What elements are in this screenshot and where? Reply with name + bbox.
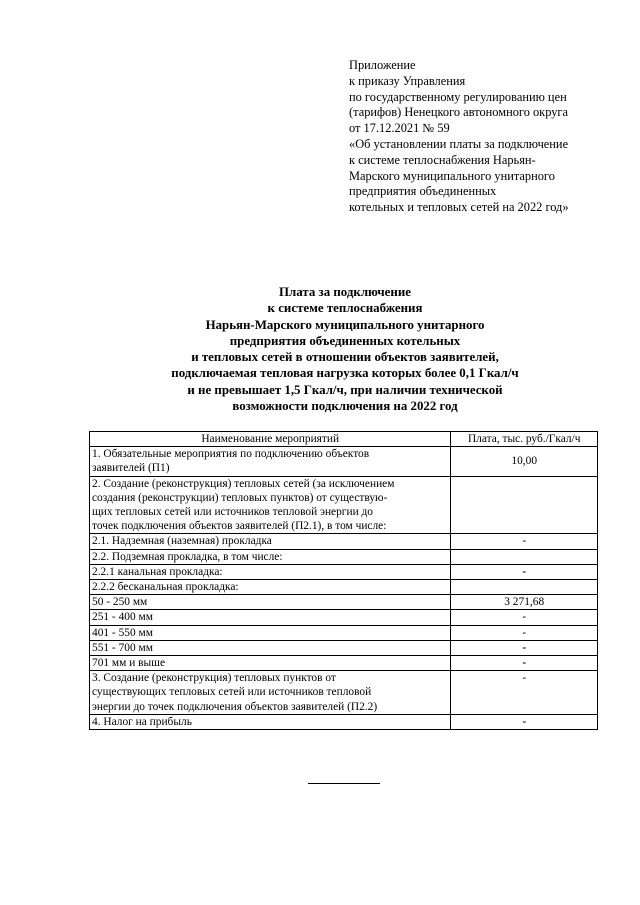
appendix-block	[349, 58, 619, 216]
row-name: 2.2. Подземная прокладка, в том числе:	[90, 549, 451, 564]
row-fee	[451, 476, 598, 534]
header-fee: Плата, тыс. руб./Гкал/ч	[451, 432, 598, 447]
row-name: 401 - 550 мм	[90, 625, 451, 640]
table-row	[90, 714, 598, 729]
table-row	[90, 549, 598, 564]
footer-separator-line	[308, 783, 380, 784]
row-name	[90, 447, 451, 476]
table-row	[90, 610, 598, 625]
table-header-row	[90, 432, 598, 447]
table-row	[90, 476, 598, 534]
table-row	[90, 564, 598, 579]
title-line: возможности подключения на 2022 год	[232, 399, 458, 414]
appendix-line: «Об установлении платы за подключение	[349, 136, 569, 151]
row-fee: -	[451, 640, 598, 655]
row-fee: -	[451, 564, 598, 579]
row-name	[90, 671, 451, 715]
fees-table	[89, 431, 598, 730]
title-line: подключаемая тепловая нагрузка которых более 0,1 Гкал/ч	[171, 366, 519, 381]
row-name: 2.2.1 канальная прокладка:	[90, 564, 451, 579]
appendix-line: к системе теплоснабжения Нарьян-	[349, 152, 536, 167]
title-line: предприятия объединенных котельных	[229, 333, 461, 348]
row-fee: -	[451, 671, 598, 715]
appendix-line: к приказу Управления	[349, 73, 466, 88]
appendix-line: предприятия объединенных	[349, 184, 497, 199]
header-name: Наименование мероприятий	[90, 432, 451, 447]
table-row	[90, 447, 598, 476]
row-name-line: 1. Обязательные мероприятия по подключению объектов	[92, 448, 370, 461]
table-row	[90, 656, 598, 671]
row-fee	[451, 549, 598, 564]
table-row	[90, 671, 598, 715]
appendix-line: (тарифов) Ненецкого автономного округа	[349, 105, 569, 120]
title-line: Нарьян-Марского муниципального унитарного	[205, 317, 485, 332]
row-name-line: 3. Создание (реконструкция) тепловых пунктов от	[92, 672, 336, 685]
row-name-line: создания (реконструкции) тепловых пунктов) от существую-	[92, 491, 388, 504]
row-fee	[451, 580, 598, 595]
row-name: 701 мм и выше	[90, 656, 451, 671]
row-name: 2.2.2 бесканальная прокладка:	[90, 580, 451, 595]
row-name	[90, 476, 451, 534]
row-fee: 3 271,68	[451, 595, 598, 610]
row-fee: -	[451, 625, 598, 640]
row-fee: -	[451, 714, 598, 729]
row-name-line: энергии до точек подключения объектов заявителей (П2.2)	[92, 700, 378, 713]
table-row	[90, 640, 598, 655]
row-fee: 10,00	[451, 447, 598, 476]
table-row	[90, 625, 598, 640]
document-title	[90, 284, 600, 414]
appendix-line: по государственному регулированию цен	[349, 89, 567, 104]
row-name: 251 - 400 мм	[90, 610, 451, 625]
table-row	[90, 534, 598, 549]
title-line: к системе теплоснабжения	[267, 301, 423, 316]
row-name: 50 - 250 мм	[90, 595, 451, 610]
row-name: 2.1. Надземная (наземная) прокладка	[90, 534, 451, 549]
appendix-line: Приложение	[349, 58, 416, 72]
row-name-line: существующих тепловых сетей или источников тепловой	[92, 686, 372, 699]
row-name-line: 2. Создание (реконструкция) тепловых сетей (за исключением	[92, 477, 395, 490]
title-line: Плата за подключение	[279, 285, 411, 299]
row-fee: -	[451, 610, 598, 625]
row-fee: -	[451, 656, 598, 671]
row-name-line: заявителей (П1)	[92, 462, 170, 475]
title-line: и тепловых сетей в отношении объектов заявителей,	[191, 350, 499, 365]
row-fee: -	[451, 534, 598, 549]
row-name-line: щих тепловых сетей или источников тепловой энергии до	[92, 506, 374, 519]
row-name: 551 - 700 мм	[90, 640, 451, 655]
table-row	[90, 595, 598, 610]
table-row	[90, 580, 598, 595]
appendix-line: от 17.12.2021 № 59	[349, 121, 450, 136]
title-line: и не превышает 1,5 Гкал/ч, при наличии технической	[187, 382, 503, 397]
appendix-line: котельных и тепловых сетей на 2022 год»	[349, 200, 569, 215]
appendix-line: Марского муниципального унитарного	[349, 168, 555, 183]
row-name: 4. Налог на прибыль	[90, 714, 451, 729]
row-name-line: точек подключения объектов заявителей (П2.1), в том числе:	[92, 520, 387, 533]
